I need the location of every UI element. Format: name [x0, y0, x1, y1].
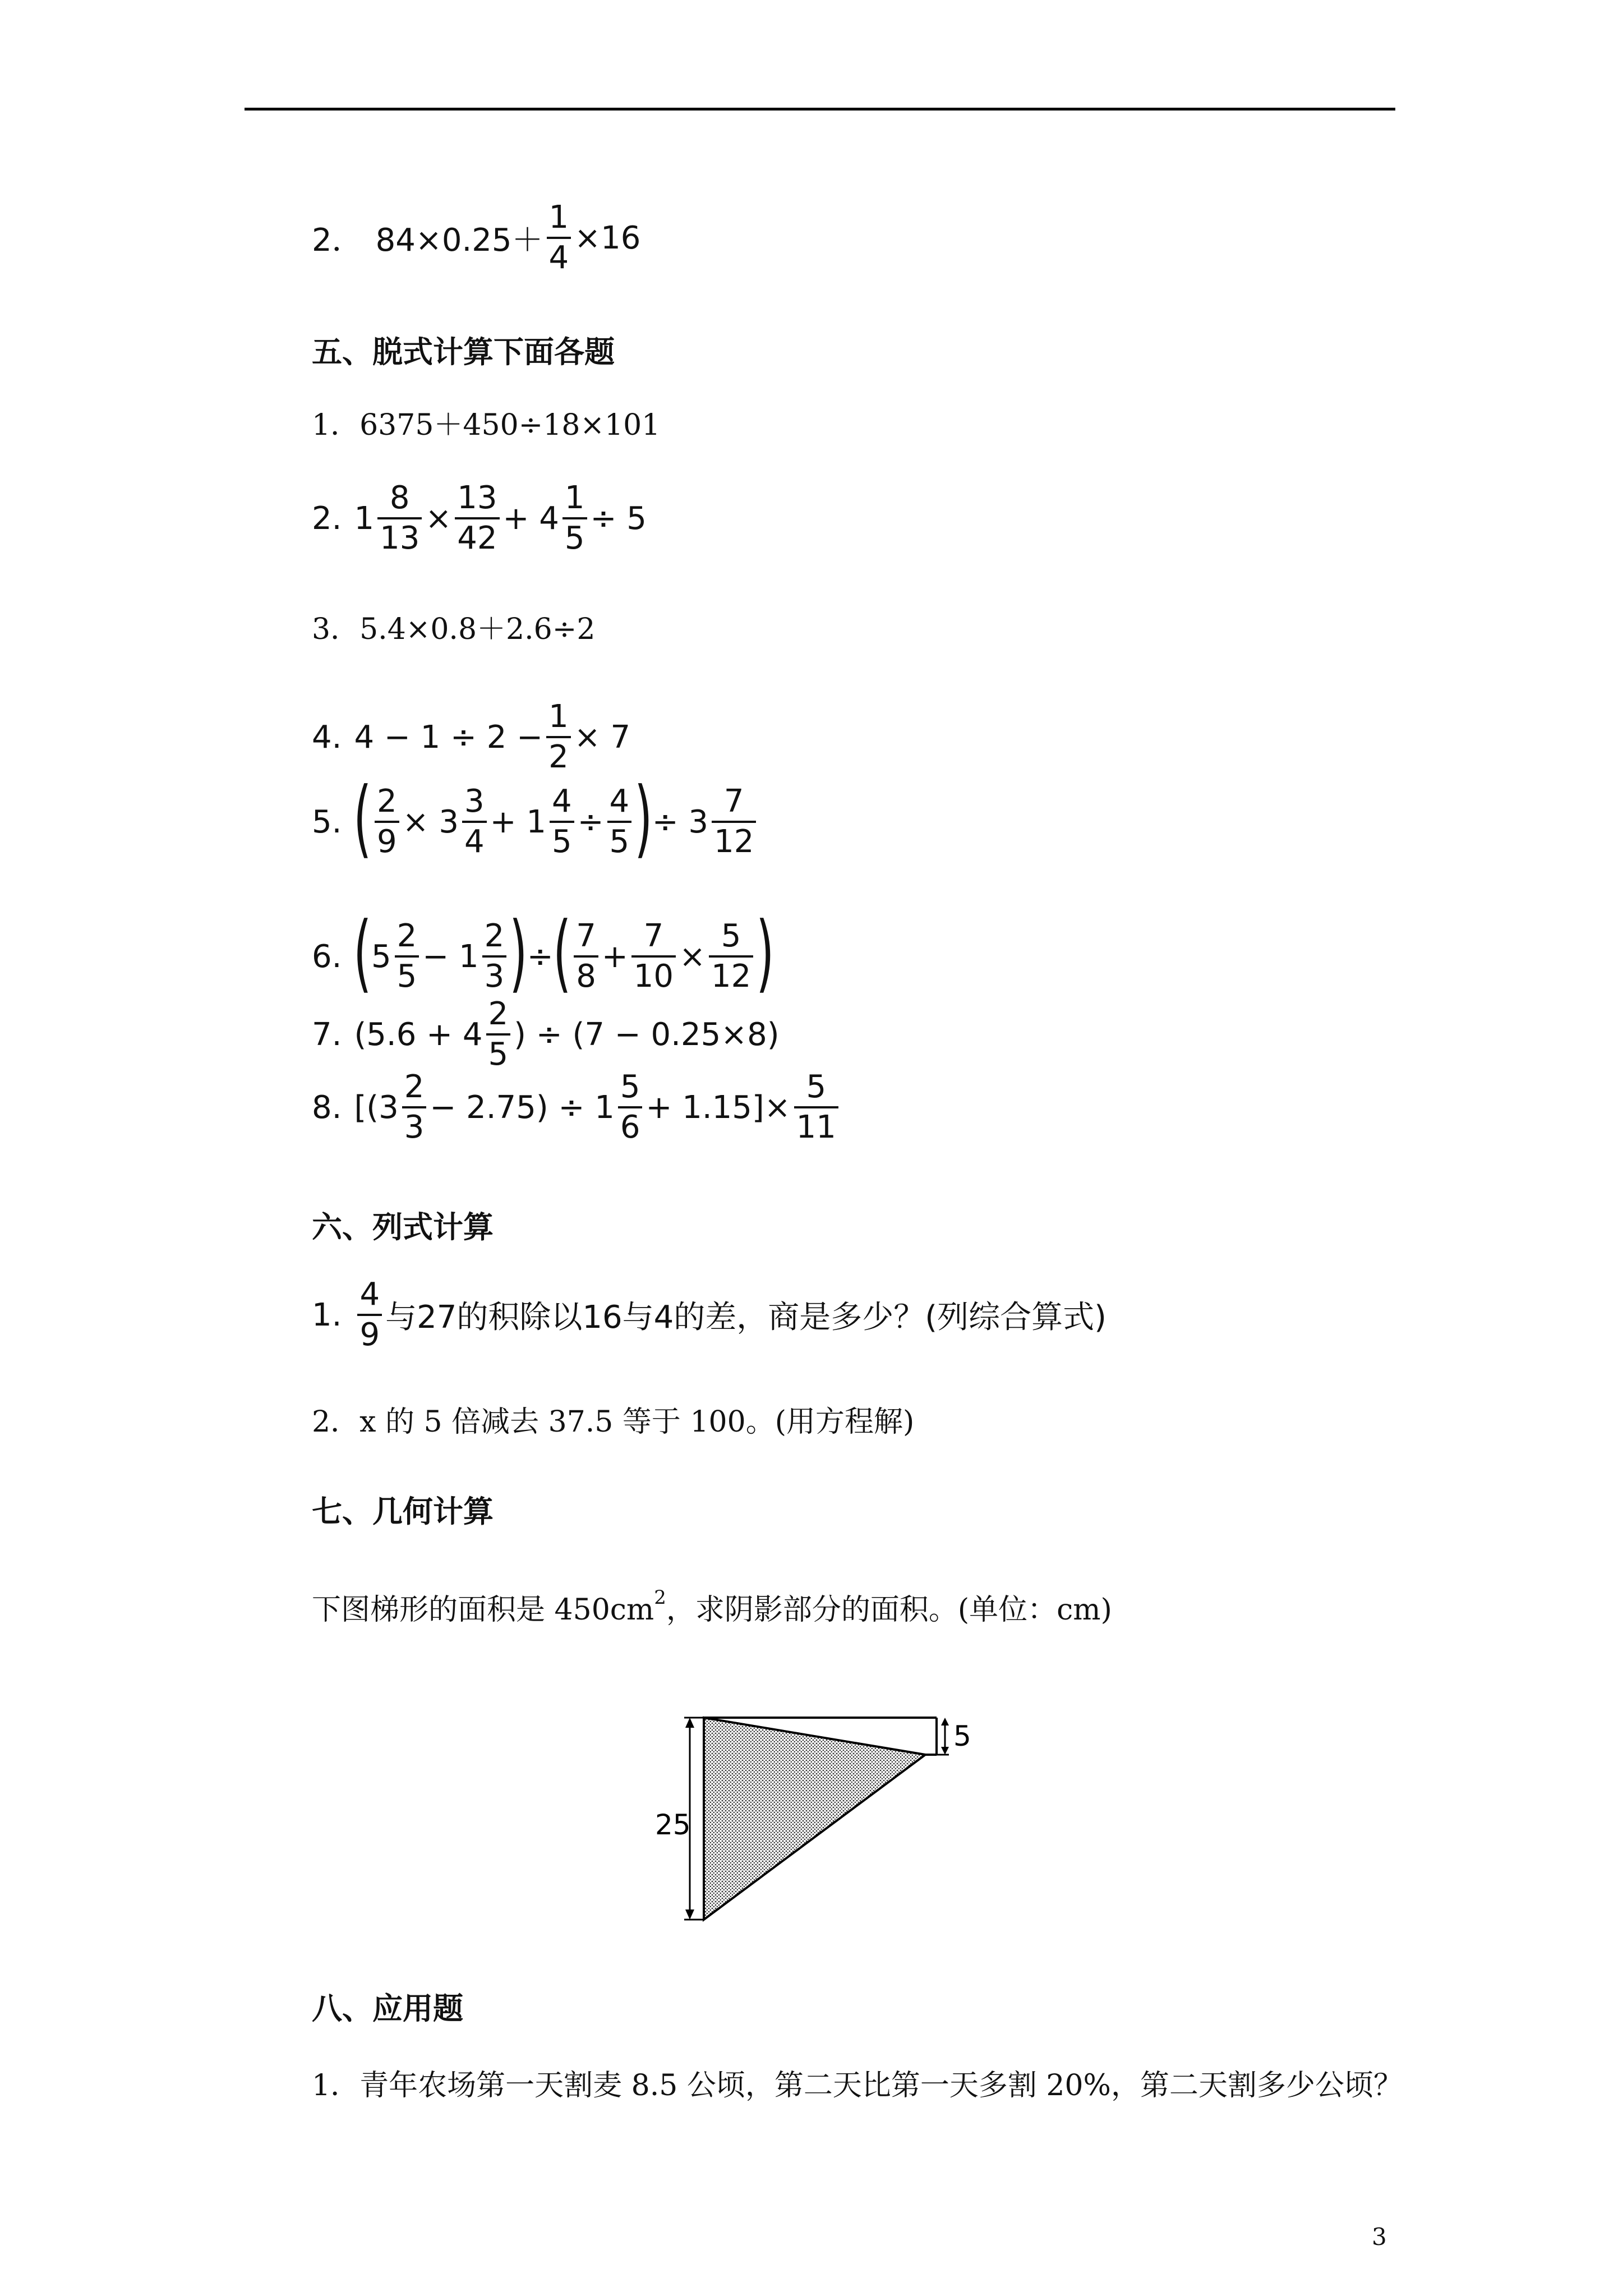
section-6-heading: 六、列式计算	[312, 1209, 494, 1245]
shaded-region	[704, 1718, 925, 1920]
trapezoid-figure	[651, 1705, 987, 1941]
label-25: 25	[655, 1809, 691, 1841]
sec5-q4: 4. 4 − 1 ÷ 2 − $\frac{1}{2}$ × 7	[312, 698, 631, 775]
arrowhead	[941, 1718, 949, 1726]
section-5-heading: 五、脱式计算下面各题	[312, 334, 615, 370]
sec5-q6: 6. ( 5 $\frac{2}{5}$ − 1 $\frac{2}{3}$ ) ÷ ( $\frac{7}{8}$ + $\frac{7}{10}$ × $\frac{5}{12}$ )	[312, 904, 774, 1002]
section-8-heading: 八、应用题	[312, 1991, 463, 2026]
arrowhead	[685, 1718, 694, 1728]
page-number: 3	[1372, 2223, 1387, 2251]
sec5-q8: 8. [(3 $\frac{2}{3}$ − 2.75) ÷ 1 $\frac{5}{6}$ + 1.15]× $\frac{5}{11}$	[312, 1071, 842, 1143]
sec5-q2: 2. 1 $\frac{8}{13}$ × $\frac{13}{42}$ + 4 $\frac{1}{5}$ ÷ 5	[312, 480, 647, 556]
sec5-q5: 5. ( $\frac{2}{9}$ × 3 $\frac{3}{4}$ + 1 $\frac{4}{5}$ ÷ $\frac{4}{5}$ ) ÷ 3 $\frac{7}{12}$	[312, 780, 759, 864]
sec5-q3: 3．5.4×0.8＋2.6÷2	[312, 613, 596, 646]
sec5-q1: 1．6375＋450÷18×101	[312, 408, 661, 442]
problem-top-2: 2． 84×0.25＋ $\frac{1}{4}$ ×16	[312, 199, 641, 276]
header-rule	[245, 108, 1395, 111]
arrowhead	[941, 1747, 949, 1755]
sec6-q1: 1. $\frac{4}{9}$ 与27的积除以16与4的差，商是多少？(列综合算式)	[312, 1276, 1106, 1353]
sec7-prompt: 下图梯形的面积是 $450cm^2$，求阴影部分的面积。(单位：cm)	[312, 1586, 1112, 1627]
sec8-q1: 1．青年农场第一天割麦 8.5 公顷，第二天比第一天多割 20%，第二天割多少公顷？	[312, 2069, 1403, 2102]
section-7-heading: 七、几何计算	[312, 1494, 494, 1529]
sec5-q7: 7. (5.6 + 4 $\frac{2}{5}$ ) ÷ (7 − 0.25×8)	[312, 996, 780, 1073]
fraction: $\frac{1}{4}$	[547, 202, 571, 274]
sec6-q2: 2．x 的 5 倍减去 37.5 等于 100。(用方程解)	[312, 1405, 915, 1439]
label-5: 5	[953, 1720, 971, 1752]
arrowhead	[685, 1910, 694, 1920]
